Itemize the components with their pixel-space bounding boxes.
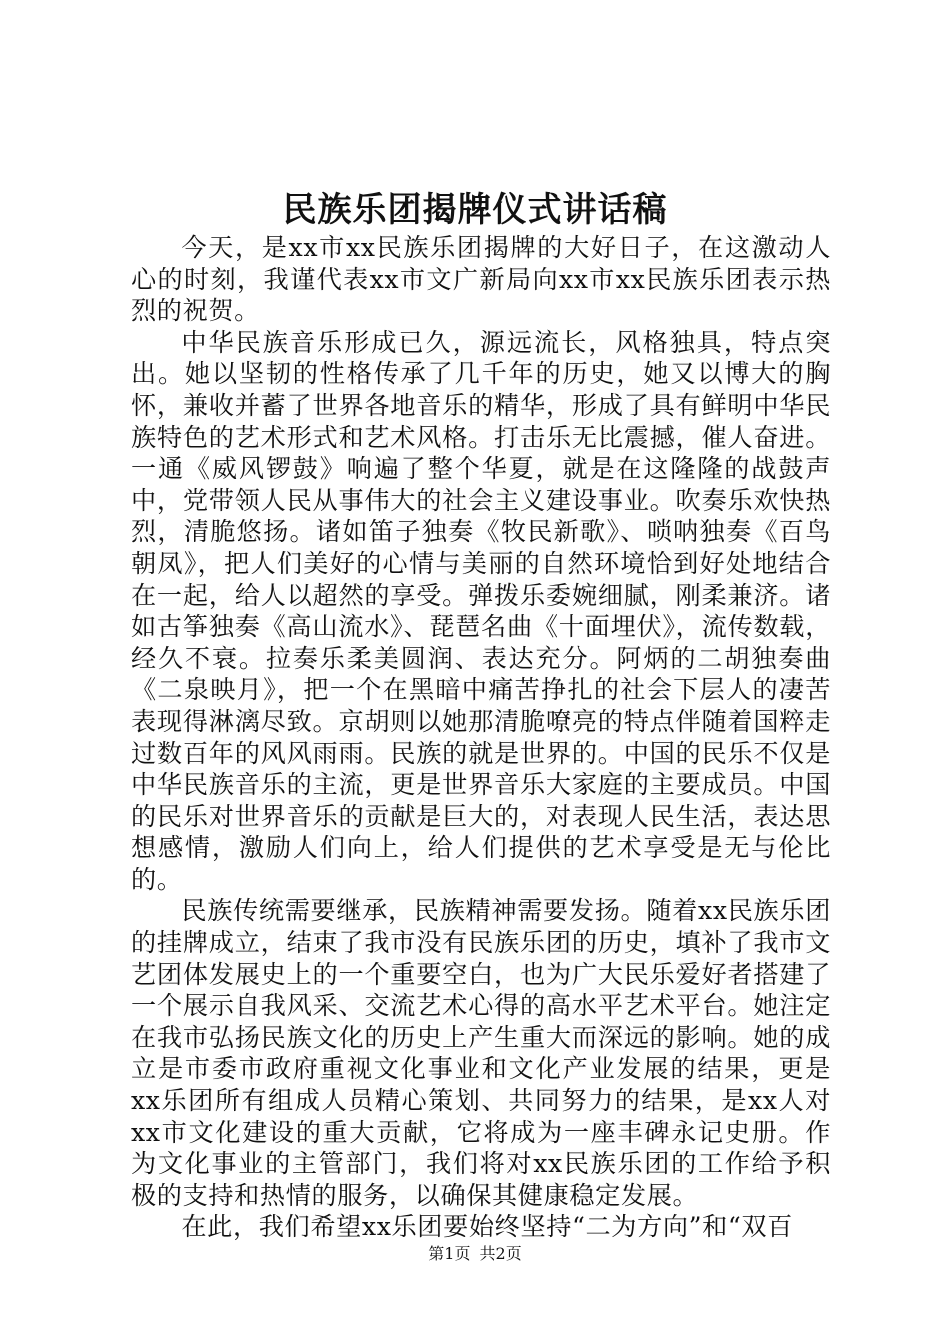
page-number: 第1页 (428, 1244, 471, 1263)
paragraph-4: 在此，我们希望xx乐团要始终坚持“二为方向”和“双百 (181, 1212, 793, 1242)
paragraph-1: 今天，是xx市xx民族乐团揭牌的大好日子，在这激动人心的时刻，我谨代表xx市文广新局向xx市xx民族乐团表示热烈的祝贺。 (131, 233, 831, 326)
page-footer (0, 1244, 950, 1264)
paragraph-2: 中华民族音乐形成已久，源远流长，风格独具，特点突出。她以坚韧的性格传承了几千年的历史，她又以博大的胸怀，兼收并蓄了世界各地音乐的精华，形成了具有鲜明中华民族特色的艺术形式和艺术风格。打击乐无比震撼，催人奋进。一通《威风锣鼓》响遍了整个华夏，就是在这隆隆的战鼓声中，党带领人民从事伟大的社会主义建设事业。吹奏乐欢快热烈，清脆悠扬。诸如笛子独奏《牧民新歌》、唢呐独奏《百鸟朝凤》，把人们美好的心情与美丽的自然环境恰到好处地结合在一起，给人以超然的享受。弹拨乐委婉细腻，刚柔兼济。诸如古筝独奏《高山流水》、琵琶名曲《十面埋伏》，流传数载，经久不衰。拉奏乐柔美圆润、表达充分。阿炳的二胡独奏曲《二泉映月》，把一个在黑暗中痛苦挣扎的社会下层人的凄苦表现得淋漓尽致。京胡则以她那清脆嘹亮的特点伴随着国粹走过数百年的风风雨雨。民族的就是世界的。中国的民乐不仅是中华民族音乐的主流，更是世界音乐大家庭的主要成员。中国的民乐对世界音乐的贡献是巨大的，对表现人民生活，表达思想感情，激励人们向上，给人们提供的艺术享受是无与伦比的。 (131, 327, 831, 894)
document-title: 民族乐团揭牌仪式讲话稿 (282, 190, 668, 230)
document-body (131, 232, 831, 1243)
paragraph-3: 民族传统需要继承，民族精神需要发扬。随着xx民族乐团的挂牌成立，结束了我市没有民族乐团的历史，填补了我市文艺团体发展史上的一个重要空白，也为广大民乐爱好者搭建了一个展示自我风采、交流艺术心得的高水平艺术平台。她注定在我市弘扬民族文化的历史上产生重大而深远的影响。她的成立是市委市政府重视文化事业和文化产业发展的结果，更是xx乐团所有组成人员精心策划、共同努力的结果，是xx人对xx市文化建设的重大贡献，它将成为一座丰碑永记史册。作为文化事业的主管部门，我们将对xx民族乐团的工作给予积极的支持和热情的服务，以确保其健康稳定发展。 (131, 896, 831, 1210)
page-total: 共2页 (479, 1244, 522, 1263)
